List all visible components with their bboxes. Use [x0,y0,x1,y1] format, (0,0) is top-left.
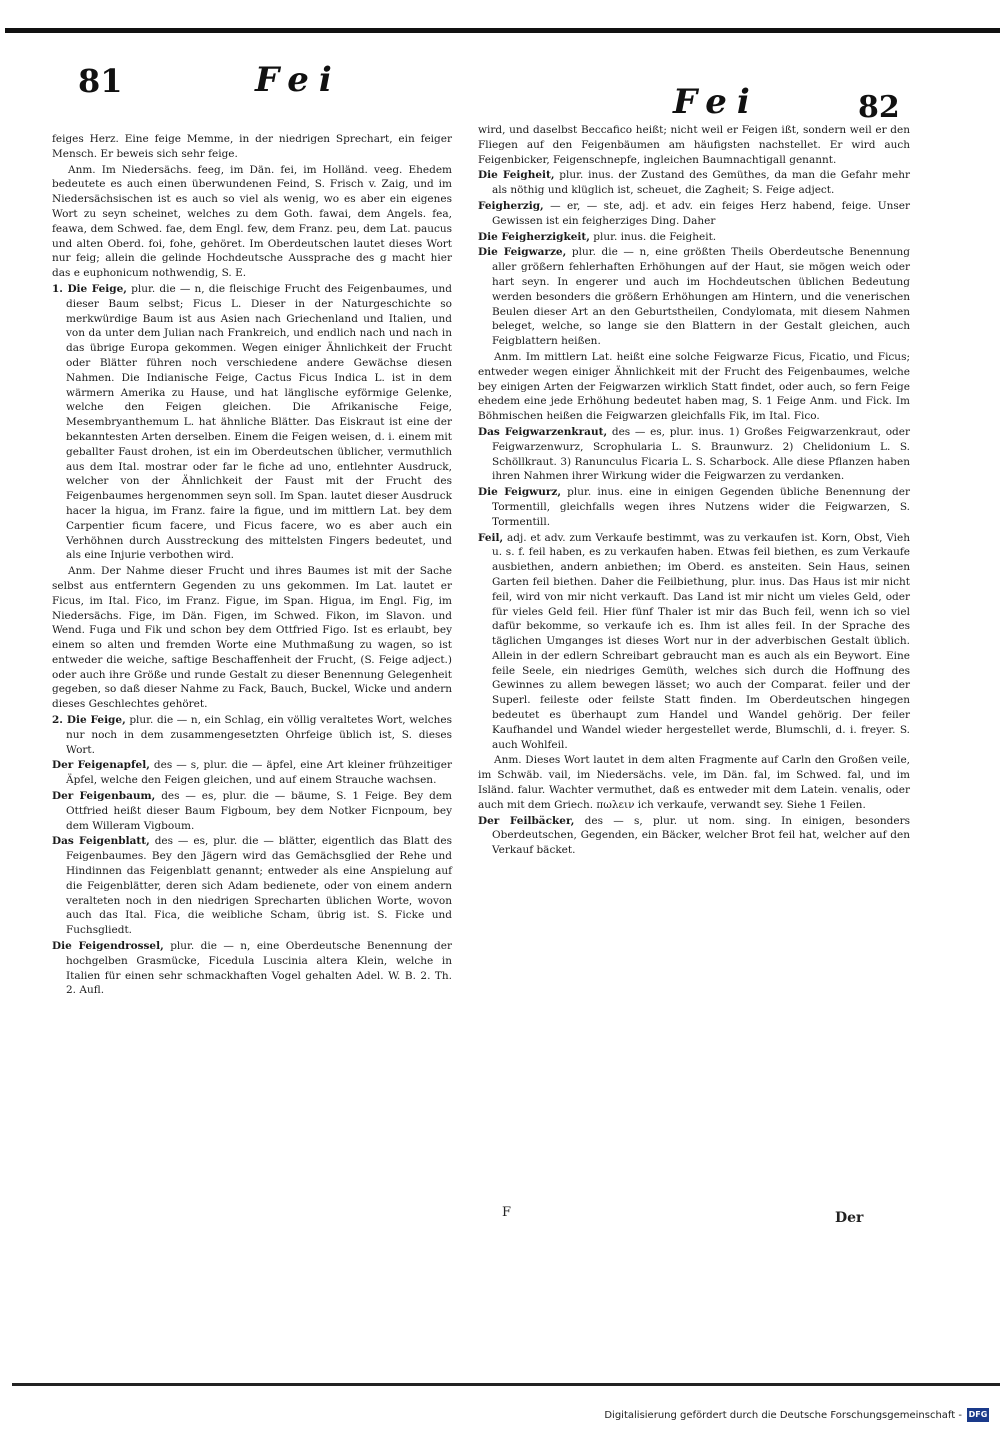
funding-notice: Digitalisierung gefördert durch die Deutsche Forschungsgemeinschaft - [604,1410,962,1421]
headword: 1. Die Feige, [52,282,127,295]
headword: Der Feigenbaum, [52,790,156,803]
dictionary-entry [478,168,910,198]
right-column [478,123,910,859]
catchword: Der [835,1210,864,1226]
entry-text: des — es, plur. inus. 1) Großes Feigwarzenkraut, oder Feigwarzenwurz, Scrophularia L. S. Braunwurz. 2) Chelidonium L. S. Schöllkraut. 3) Ranunculus Ficaria L. S. Scharbock. Alle diese Pflanzen haben ihren Nahmen ihrer Wirkung wider die Feigwarzen zu verdanken. [492,425,910,483]
entry-text: plur. die — n, ein Schlag, ein völlig veraltetes Wort, welches nur noch in dem zusammengesetzten Ohrfeige üblich ist, S. dieses Wort. [66,714,453,756]
running-head-right: Fei [673,82,760,122]
dictionary-entry [52,789,452,833]
dictionary-entry [478,425,910,484]
dictionary-entry [478,531,910,753]
headword: Das Feigwarzenkraut, [478,425,608,438]
entry-text: adj. et adv. zum Verkaufe bestimmt, was zu verkaufen ist. Korn, Obst, Vieh u. s. f. feil haben, es zu verkaufen haben. Etwas feil biethen, es zum Verkaufe ausbiethen, andern anbiethen; im Oberd. es ansteiten. Sein Haus, seinen Garten feil biethen. Daher die Feilbiethung, plur. inus. Das Haus ist mir nicht feil, wird von mir nicht verkauft. Das Land ist mir nicht um vieles Geld, oder für vieles Geld feil. Hier fünf Thaler ist mir das Buch feil, wenn ich so viel dafür bekomme, so verkaufe ich es. Ihm ist alles feil. In der Sprache des täglichen Umganges ist dieses Wort nur in der adverbischen Gestalt üblich. Allein in der edlern Schreibart gebraucht man es auch als ein Beywort. Eine feile Seele, ein niedriges Gemüth, welches sich durch die Hoffnung des Gewinnes zu allem bewegen lässet; wo auch der Comparat. feiler und der Superl. feileste oder feilste Statt finden. Im Oberdeutschen hingegen bedeutet es überhaupt zum Handel und Wandel gehörig. Der feiler Kaufhandel und Wandel wieder hergestellet werde, Blumschli, d. i. freyer. S. auch Wohlfeil. [492,531,910,751]
annotation-paragraph: Anm. Der Nahme dieser Frucht und ihres Baumes ist mit der Sache selbst aus entferntern Gegenden zu uns gekommen. Im Lat. lautet er Ficus, im Ital. Fico, im Franz. Figue, im Span. Higua, im Engl. Fig, im Niedersächs. Fige, im Dän. Figen, im Schwed. Fikon, im Slavon. und Wend. Fuga und Fik und schon bey dem Ottfried Figo. Ist es erlaubt, bey einem so alten und fremden Worte eine Muthmaßung zu wagen, so ist entweder die weiche, saftige Beschaffenheit der Frucht, (S. Feige adject.) oder auch ihre Größe und runde Gestalt zu dieser Benennung Gelegenheit gegeben, so daß dieser Nahme zu Fack, Bauch, Buckel, Wicke und andern dieses Geschlechtes gehöret. [52,565,452,711]
page-number-right: 82 [858,90,900,125]
annotation-paragraph: Anm. Im mittlern Lat. heißt eine solche Feigwarze Ficus, Ficatio, und Ficus; entweder wegen einiger Ähnlichkeit mit der Frucht des Feigenbaumes, welche bey einigen Arten der Feigwarzen wirklich Statt findet, oder auch, so fern Feige ehedem eine jede Erhöhung bedeutet haben mag, S. 1 Feige Anm. und Fick. Im Böhmischen heißen die Feigwarzen gleichfalls Fik, im Ital. Fico. [478,350,910,423]
dictionary-entry [52,713,452,757]
dfg-logo: DFG [967,1408,989,1422]
entry-text: plur. die — n, eine größten Theils Oberdeutsche Benennung aller größern fehlerhaften Erhöhungen auf der Haut, sie mögen weich oder hart seyn. In engerer und auch im Hochdeutschen üblichen Bedeutung werden besonders die größern Erhöhungen am Hintern, und die venerischen Beulen dieser Art an den Geburtstheilen, Condylomata, mit diesem Nahmen beleget, welche, so lange sie den Blattern in der Gestalt gleichen, auch Feigblattern heißen. [492,246,910,348]
headword: Die Feigherzigkeit, [478,230,590,243]
entry-text: des — es, plur. die — blätter, eigentlich das Blatt des Feigenbaumes. Bey den Jägern wird das Gemächsglied der Rehe und Hindinnen das Feigenblatt genannt; entweder als eine Anspielung auf die Feigenblätter, deren sich Adam bedienete, oder von einem andern veralteten noch in den niedrigen Sprecharten üblichen Worte, wovon auch das Ital. Fica, die weibliche Scham, übrig ist. S. Ficke und Fuchsgliedt. [66,835,452,937]
entry-text: des — s, plur. die — äpfel, eine Art kleiner frühzeitiger Äpfel, welche den Feigen gleichen, und auf einem Strauche wachsen. [66,759,452,787]
annotation-paragraph: Anm. Im Niedersächs. feeg, im Dän. fei, im Holländ. veeg. Ehedem bedeutete es auch einen überwundenen Feind, S. Frisch v. Zaig, und im Niedersächsischen ist es auch so viel als wenig, wo es aber ein eigenes Wort zu seyn scheinet, welches zu dem Goth. fawai, dem Angels. fea, feawa, dem Schwed. fae, dem Engl. few, dem Franz. peu, dem Lat. paucus und alten Oberd. foi, fohe, gehöret. Im Oberdeutschen lautet dieses Wort nur feig; allein die gelinde Hochdeutsche Aussprache des g macht hier das e euphonicum nothwendig, S. E. [52,163,452,280]
entry-text: — er, — ste, adj. et adv. ein feiges Herz habend, feige. Unser Gewissen ist ein feigherziges Ding. Daher [492,199,910,227]
dictionary-entry [478,230,910,245]
dictionary-entry [478,199,910,229]
signature-mark: F [502,1205,512,1220]
dictionary-entry [478,245,910,349]
headword: Feil, [478,531,504,544]
dictionary-entry [478,485,910,529]
dictionary-entry [52,282,452,563]
headword: Die Feigwarze, [478,246,567,259]
left-column [52,132,452,999]
headword: Das Feigenblatt, [52,835,150,848]
page-number-left: 81 [78,62,123,100]
bottom-rule [12,1383,1000,1386]
headword: Feigherzig, [478,199,544,212]
headword: Die Feigwurz, [478,486,561,499]
headword: Die Feigheit, [478,169,555,182]
running-head-left: Fei [255,60,342,100]
headword: Der Feigenapfel, [52,759,150,772]
continued-text: wird, und daselbst Beccafico heißt; nicht weil er Feigen ißt, sondern weil er den Fliegen auf den Feigenbäumen am häufigsten nachstellet. Er wird auch Feigenbicker, Feigenschnepfe, ingleichen Baumnachtigall genannt. [478,124,910,166]
entry-text: plur. inus. eine in einigen Gegenden übliche Benennung der Tormentill, gleichfalls wegen ihres Nutzens wider die Feigwarzen, S. Tormentill. [492,486,910,528]
entry-text: plur. inus. die Feigheit. [593,230,717,243]
dictionary-entry [52,758,452,788]
dictionary-entry [52,834,452,938]
entry-text: des — es, plur. die — bäume, S. 1 Feige. Bey dem Ottfried heißt dieser Baum Figboum, bey dem Notker Ficnpoum, bey dem Willeram Vigboum. [66,790,452,832]
entry-text: plur. die — n, die fleischige Frucht des Feigenbaumes, und dieser Baum selbst; Ficus L. Dieser in der Naturgeschichte so merkwürdige Baum ist aus Asien nach Griechenland und Italien, und von da unter dem Julian nach Frankreich, und endlich nach und nach in das übrige Europa gekommen. Wegen einiger Ähnlichkeit der Frucht oder Blätter führen noch verschiedene andere Gewächse diesen Nahmen. Die Indianische Feige, Cactus Ficus Indica L. ist in dem wärmern Amerika zu Hause, und hat länglische eyförmige Gelenke, welche den Feigen gleichen. Die Afrikanische Feige, Mesembryanthemum L. hat ähnliche Blätter. Das Eiskraut ist eine der bekanntesten Arten derselben. Einem die Feigen weisen, d. i. einem mit geballter Faust drohen, ist ein im Oberdeutschen üblicher, vermuthlich aus dem Ital. mostrar oder far le fiche ad uno, entlehnter Ausdruck, welcher von der Ähnlichkeit der Faust mit der Frucht des Feigenbaumes hergenommen seyn soll. Im Span. lautet dieser Ausdruck hacer la higua, im Franz. faire la figue, und im mittlern Lat. bey dem Carpentier ficum facere, und Ficus facere, wo es aber auch ein Verhöhnen durch Ausstreckung des mittelsten Fingers bedeutet, und als eine Injurie verbothen wird. [66,282,453,562]
dictionary-entry [478,814,910,858]
entry-text: plur. die — n, eine Oberdeutsche Benennung der hochgelben Grasmücke, Ficedula Luscinia altera Klein, welche in Italien für einen sehr schmackhaften Vogel gehalten Adel. W. B. 2. Th. 2. Aufl. [66,940,452,997]
dictionary-entry [52,939,452,998]
continued-text: feiges Herz. Eine feige Memme, in der niedrigen Sprechart, ein feiger Mensch. Er beweis sich sehr feige. [52,133,452,160]
headword: Die Feigendrossel, [52,940,164,953]
annotation-paragraph: Anm. Dieses Wort lautet in dem alten Fragmente auf Carln den Großen veile, im Schwäb. vail, im Niedersächs. vele, im Dän. fal, im Schwed. fal, und im Isländ. falur. Wachter vermuthet, daß es entweder mit dem Latein. venalis, oder auch mit dem Griech. πωλειν ich verkaufe, verwandt sey. Siehe 1 Feilen. [478,754,910,811]
headword: 2. Die Feige, [52,714,126,727]
entry-text: plur. inus. der Zustand des Gemüthes, da man die Gefahr mehr als nöthig und klüglich ist, scheuet, die Zagheit; S. Feige adject. [492,169,911,197]
top-rule [5,28,1000,33]
headword: Der Feilbäcker, [478,814,575,827]
entry-text: des — s, plur. ut nom. sing. In einigen, besonders Oberdeutschen, Gegenden, ein Bäcker, welcher Brot feil hat, welcher auf den Verkauf bäcket. [492,814,911,857]
